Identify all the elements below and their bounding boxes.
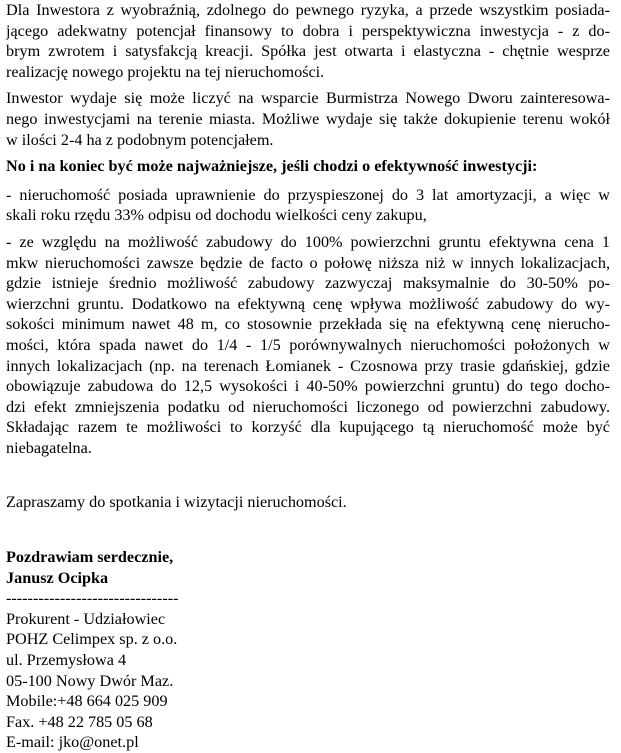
signature-city: 05-100 Nowy Dwór Maz. (6, 671, 174, 690)
text-line: - nieruchomość posiada uprawnienie do przyspieszonej do 3 lat amortyzacji, a więc w (6, 185, 610, 204)
paragraph-mayor-support (6, 88, 610, 150)
text-line: skali roku rzędu 33% odpisu od dochodu wielkości ceny zakupu, (6, 206, 427, 225)
text-line: Inwestor wydaje się może liczyć na wsparcie Burmistrza Nowego Dworu zainteresowa- (6, 89, 610, 108)
signature-email[interactable]: E-mail: jko@onet.pl (6, 733, 139, 752)
closing-block (6, 547, 610, 609)
signature-company: POHZ Celimpex sp. z o.o. (6, 630, 178, 649)
text-line: jącego adekwatny potencjał finansowy to dobra i perspektywiczna inwestycja - z do- (6, 21, 610, 40)
text-line: - ze względu na możliwość zabudowy do 100% powierzchni gruntu efektywna cena 1 (6, 232, 610, 251)
text-line: Dla Inwestora z wyobraźnią, zdolnego do pewnego ryzyka, a przede wszystkim posiada- (6, 1, 610, 19)
text-line: dzi efekt zmniejszenia podatku od nieruchomości liczonego od powierzchni zabudowy. (6, 397, 610, 416)
document-page (6, 0, 610, 753)
section-heading: No i na koniec być może najważniejsze, jeśli chodzi o efektywność inwestycji: (6, 157, 538, 176)
text-line: obowiązuje zabudowa do 12,5 wysokości i 40-50% powierzchni gruntu) do tego docho- (6, 377, 610, 396)
text-line: realizację nowego projektu na tej nieruchomości. (6, 62, 325, 81)
signature-mobile[interactable]: Mobile:+48 664 025 909 (6, 692, 168, 711)
bullet-effective-price (6, 232, 610, 459)
signature-separator: -------------------------------- (6, 589, 179, 608)
signature-block (6, 609, 610, 753)
paragraph-investor-profile (6, 0, 610, 82)
invitation-text: Zapraszamy do spotkania i wizytacji nieruchomości. (6, 493, 347, 512)
bullet-amortization (6, 185, 610, 226)
text-line: innych lokalizacjach (np. na terenach Łomianek - Czosnowa przy trasie gdańskiej, gdzie (6, 356, 610, 375)
text-line: Składając razem te możliwości to korzyść dla kupującego tą nieruchomość może być (6, 418, 610, 437)
text-line: gdzie istnieje średnio możliwość zabudowy zazwyczaj maksymalnie do 30-50% po- (6, 274, 610, 293)
signature-fax: Fax. +48 22 785 05 68 (6, 712, 153, 731)
text-line: wierzchni gruntu. Dodatkowo na efektywną cenę wpływa możliwość zabudowy do wy- (6, 294, 610, 313)
text-line: nego inwestycjami na terenie miasta. Możliwe wydaje się także dokupienie terenu wokół (6, 109, 610, 128)
text-line: mkw nieruchomości zawsze będzie de facto o połowę niższa niż w innych lokalizacjach, (6, 253, 610, 272)
signature-role: Prokurent - Udziałowiec (6, 609, 166, 628)
text-line: w ilości 2-4 ha z podobnym potencjałem. (6, 130, 274, 149)
text-line: niebagatelna. (6, 438, 92, 457)
signature-street: ul. Przemysłowa 4 (6, 651, 127, 670)
closing-greeting: Pozdrawiam serdecznie, (6, 548, 174, 567)
text-line: brym zwrotem i satysfakcją kreacji. Spółka jest otwarta i elastyczna - chętnie wesprze (6, 42, 610, 61)
text-line: sokości minimum nawet 48 m, co stosownie przekłada się na efektywną cenę nierucho- (6, 315, 610, 334)
author-name: Janusz Ocipka (6, 568, 109, 587)
text-line: mości, która spada nawet do 1/4 - 1/5 porównywalnych nieruchomości położonych w (6, 335, 610, 354)
